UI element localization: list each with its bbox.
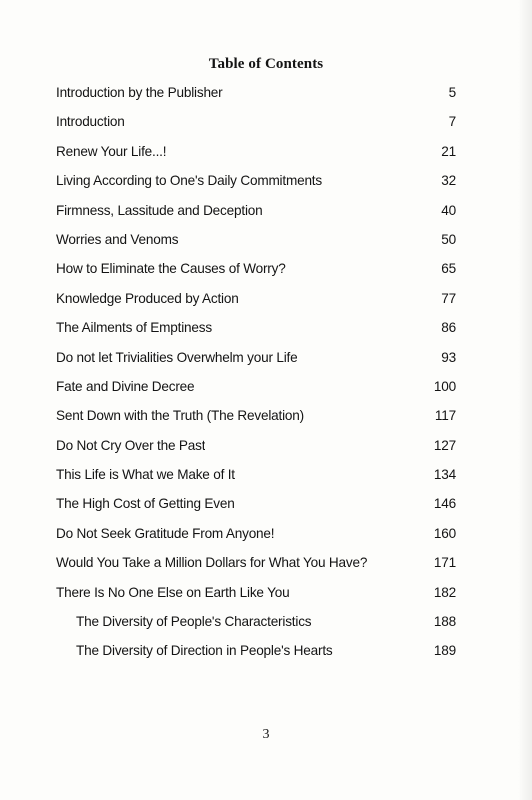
- toc-entry-page: 127: [433, 437, 456, 453]
- toc-entry: [56, 401, 456, 430]
- toc-entry: [56, 107, 456, 136]
- toc-entry-page: 93: [441, 349, 456, 365]
- toc-entry-page: 21: [441, 143, 456, 159]
- toc-entry-page: 182: [433, 584, 456, 600]
- toc-entry-label: Sent Down with the Truth (The Revelation): [56, 408, 304, 424]
- toc-entry: [56, 578, 456, 607]
- toc-entry-label: The Diversity of People's Characteristics: [76, 614, 312, 630]
- toc-entry-page: 86: [441, 320, 456, 336]
- toc-entry: [56, 431, 456, 460]
- toc-entry-label: This Life is What we Make of It: [56, 467, 235, 483]
- toc-subentry: [56, 636, 456, 665]
- toc-entry-page: 32: [441, 173, 456, 189]
- toc-entry-page: 146: [433, 496, 456, 512]
- toc-entry-label: There Is No One Else on Earth Like You: [56, 584, 290, 600]
- toc-entry-label: Do Not Cry Over the Past: [56, 437, 206, 453]
- toc-entry: [56, 313, 456, 342]
- toc-entry-page: 100: [433, 378, 456, 394]
- toc-entry: [56, 254, 456, 283]
- toc-entry: [56, 343, 456, 372]
- toc-entry-page: 5: [448, 85, 456, 100]
- toc-entry-label: Introduction by the Publisher: [56, 85, 223, 100]
- toc-entry-page: 160: [433, 525, 456, 541]
- page-edge-shadow: [518, 0, 532, 800]
- toc-entry: [56, 284, 456, 313]
- toc-entry: [56, 166, 456, 195]
- toc-entry-label: Worries and Venoms: [56, 231, 179, 247]
- toc-entry: [56, 489, 456, 518]
- toc-entry-page: 7: [448, 114, 456, 130]
- toc-entry-label: Renew Your Life...!: [56, 143, 167, 159]
- toc-entry-label: The Diversity of Direction in People's Hearts: [76, 643, 333, 659]
- toc-entry-page: 171: [433, 555, 456, 571]
- toc-entry-label: The High Cost of Getting Even: [56, 496, 235, 512]
- toc-entry: [56, 460, 456, 489]
- toc-entry-page: 65: [441, 261, 456, 277]
- toc-entry: [56, 225, 456, 254]
- toc-entry-label: Would You Take a Million Dollars for What You Have?: [56, 555, 368, 571]
- toc-list: [56, 78, 456, 666]
- toc-entry-page: 134: [433, 467, 456, 483]
- toc-entry-label: Living According to One's Daily Commitments: [56, 173, 322, 189]
- toc-subentry: [56, 607, 456, 636]
- page-number: 3: [262, 727, 270, 742]
- toc-entry-page: 77: [441, 290, 456, 306]
- toc-entry-label: Fate and Divine Decree: [56, 378, 195, 394]
- toc-entry-label: Do not let Trivialities Overwhelm your Life: [56, 349, 298, 365]
- toc-entry-page: 50: [441, 231, 456, 247]
- toc-entry: [56, 548, 456, 577]
- toc-entry-label: Knowledge Produced by Action: [56, 290, 239, 306]
- toc-entry: [56, 519, 456, 548]
- toc-entry: [56, 78, 456, 107]
- toc-entry-label: Introduction: [56, 114, 125, 130]
- toc-entry-page: 117: [434, 408, 456, 424]
- toc-title: Table of Contents: [208, 56, 324, 72]
- toc-entry-label: Do Not Seek Gratitude From Anyone!: [56, 525, 275, 541]
- toc-entry-label: The Ailments of Emptiness: [56, 320, 212, 336]
- toc-entry: [56, 196, 456, 225]
- toc-entry-page: 189: [433, 643, 456, 659]
- toc-entry-page: 188: [433, 614, 456, 630]
- toc-entry-label: Firmness, Lassitude and Deception: [56, 202, 263, 218]
- toc-entry: [56, 137, 456, 166]
- toc-entry-page: 40: [441, 202, 456, 218]
- toc-entry: [56, 372, 456, 401]
- toc-entry-label: How to Eliminate the Causes of Worry?: [56, 261, 286, 277]
